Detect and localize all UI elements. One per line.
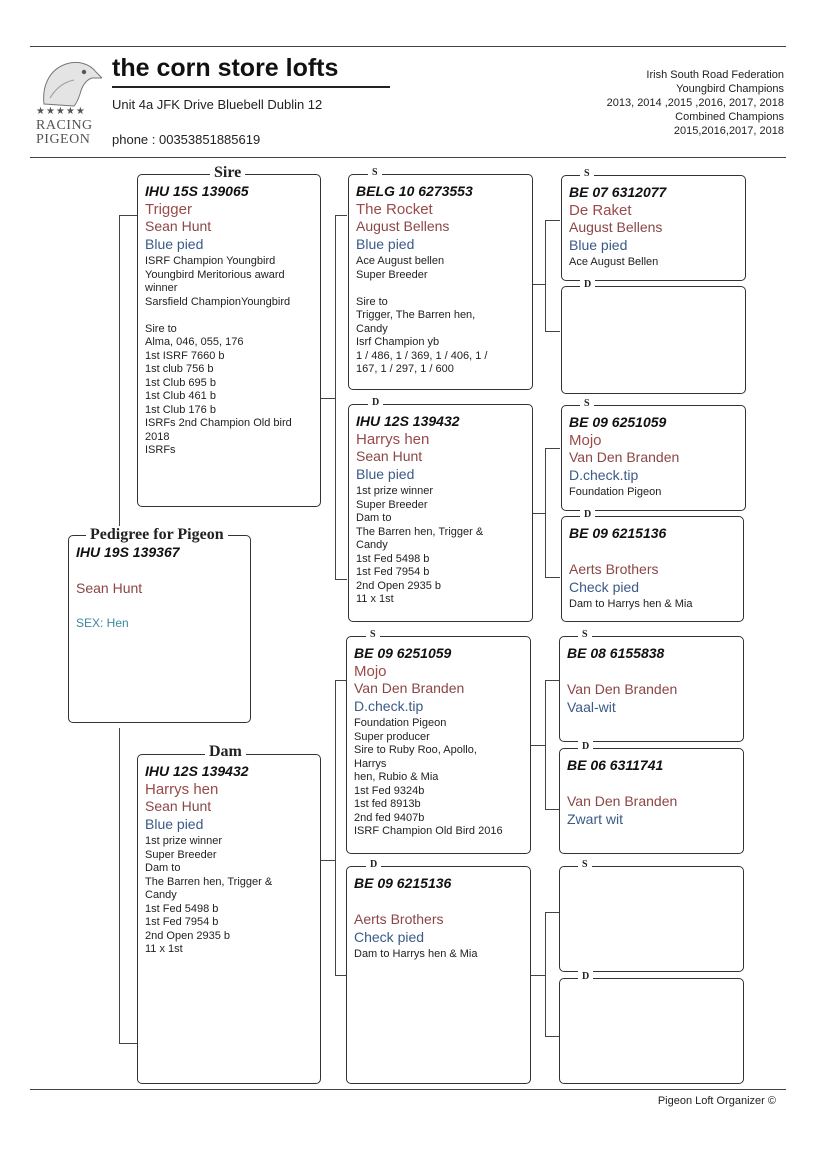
sire-tag: Sire bbox=[210, 164, 245, 182]
dam-color: Blue pied bbox=[145, 816, 204, 832]
footer-credit: Pigeon Loft Organizer © bbox=[657, 1095, 776, 1107]
sire-color: Blue pied bbox=[145, 236, 204, 252]
connector bbox=[335, 215, 347, 216]
dam-sire-breeder: Van Den Branden bbox=[354, 680, 465, 696]
sire-notes: ISRF Champion Youngbird Youngbird Meritorious award winner Sarsfield ChampionYoungbird Sire to Alma, 046, 055, 176 1st ISRF 7660 b 1st club 756 b 1st Club 695 b 1st Club 461 b 1st Club 176 b ISRFs 2nd Champion Old bird 2018 ISRFs bbox=[145, 255, 292, 456]
subject-sex: SEX: Hen bbox=[76, 616, 129, 630]
fed-line: 2013, 2014 ,2015 ,2016, 2017, 2018 bbox=[606, 97, 784, 109]
connector bbox=[335, 579, 347, 580]
sss-ring-number: BE 07 6312077 bbox=[569, 184, 667, 200]
dam-sire-sire-card[interactable] bbox=[559, 636, 744, 742]
dam-dam-breeder: Aerts Brothers bbox=[354, 911, 444, 927]
connector bbox=[545, 220, 560, 221]
connector bbox=[545, 1036, 560, 1037]
connector bbox=[545, 448, 560, 449]
sire-dam-color: Blue pied bbox=[356, 466, 415, 482]
fed-line: Youngbird Champions bbox=[676, 83, 784, 95]
loft-title: the corn store lofts bbox=[112, 54, 339, 82]
dam-breeder: Sean Hunt bbox=[145, 798, 212, 814]
dam-sire-card[interactable] bbox=[346, 636, 531, 854]
dam-dam-color: Check pied bbox=[354, 929, 425, 945]
title-underline bbox=[112, 86, 390, 88]
dsd-ring-number: BE 06 6311741 bbox=[567, 757, 664, 773]
connector bbox=[532, 284, 546, 285]
sire-sire-card[interactable] bbox=[348, 174, 533, 390]
dam-notes: 1st prize winner Super Breeder Dam to The Barren hen, Trigger & Candy 1st Fed 5498 b 1st Fed 7954 b 2nd Open 2935 b 11 x 1st bbox=[145, 835, 273, 955]
dam-ring-number: IHU 12S 139432 bbox=[145, 763, 249, 779]
connector bbox=[545, 680, 560, 681]
dsd-color: Zwart wit bbox=[567, 811, 623, 827]
dam-sire-color: D.check.tip bbox=[354, 698, 424, 714]
loft-address: Unit 4a JFK Drive Bluebell Dublin 12 bbox=[112, 97, 323, 112]
dss-color: Vaal-wit bbox=[567, 699, 616, 715]
sds-tag: S bbox=[580, 398, 594, 409]
sire-sire-tag: S bbox=[368, 167, 382, 178]
subject-ring-number: IHU 19S 139367 bbox=[76, 544, 180, 560]
sire-dam-notes: 1st prize winner Super Breeder Dam to The Barren hen, Trigger & Candy 1st Fed 5498 b 1st Fed 7954 b 2nd Open 2935 b 11 x 1st bbox=[356, 485, 484, 605]
dam-dam-tag: D bbox=[366, 859, 381, 870]
connector bbox=[335, 680, 336, 975]
connector bbox=[119, 215, 120, 530]
sss-name: De Raket bbox=[569, 202, 632, 219]
connector bbox=[545, 331, 560, 332]
connector bbox=[320, 398, 336, 399]
ssd-tag: D bbox=[580, 279, 595, 290]
connector bbox=[119, 728, 120, 1044]
dam-dam-sire-card[interactable] bbox=[559, 866, 744, 972]
sire-sire-color: Blue pied bbox=[356, 236, 415, 252]
ddd-tag: D bbox=[578, 971, 593, 982]
dsd-breeder: Van Den Branden bbox=[567, 793, 678, 809]
connector bbox=[530, 745, 546, 746]
dss-tag: S bbox=[578, 629, 592, 640]
header-rule bbox=[30, 157, 786, 158]
connector bbox=[545, 809, 560, 810]
sdd-breeder: Aerts Brothers bbox=[569, 561, 659, 577]
dam-card[interactable] bbox=[137, 754, 321, 1084]
dam-dam-ring-number: BE 09 6215136 bbox=[354, 875, 452, 891]
sdd-tag: D bbox=[580, 509, 595, 520]
sds-ring-number: BE 09 6251059 bbox=[569, 414, 667, 430]
sds-notes: Foundation Pigeon bbox=[569, 486, 662, 498]
pigeon-head-icon bbox=[36, 58, 102, 108]
fed-line: Irish South Road Federation bbox=[646, 69, 784, 81]
sds-breeder: Van Den Branden bbox=[569, 449, 680, 465]
dam-sire-tag: S bbox=[366, 629, 380, 640]
connector bbox=[545, 912, 560, 913]
connector bbox=[545, 577, 560, 578]
sire-sire-breeder: August Bellens bbox=[356, 218, 450, 234]
federation-info bbox=[607, 68, 784, 138]
sire-dam-dam-card[interactable] bbox=[561, 516, 744, 622]
top-rule bbox=[30, 46, 786, 47]
dam-sire-dam-card[interactable] bbox=[559, 748, 744, 854]
sire-sire-dam-card[interactable] bbox=[561, 286, 746, 394]
subject-tag: Pedigree for Pigeon bbox=[86, 526, 228, 544]
connector bbox=[532, 513, 546, 514]
racing-pigeon-logo bbox=[36, 58, 102, 150]
sire-dam-sire-card[interactable] bbox=[561, 405, 746, 511]
connector bbox=[320, 860, 336, 861]
sire-sire-ring-number: BELG 10 6273553 bbox=[356, 183, 473, 199]
sss-breeder: August Bellens bbox=[569, 219, 663, 235]
fed-line: Combined Champions bbox=[675, 111, 784, 123]
footer-rule bbox=[30, 1089, 786, 1090]
sire-sire-sire-card[interactable] bbox=[561, 175, 746, 281]
dam-name: Harrys hen bbox=[145, 781, 219, 798]
connector bbox=[545, 220, 546, 332]
dsd-tag: D bbox=[578, 741, 593, 752]
dam-sire-ring-number: BE 09 6251059 bbox=[354, 645, 452, 661]
sire-dam-ring-number: IHU 12S 139432 bbox=[356, 413, 460, 429]
connector bbox=[119, 1043, 138, 1044]
sire-breeder: Sean Hunt bbox=[145, 218, 212, 234]
dam-sire-name: Mojo bbox=[354, 663, 387, 680]
dam-dam-card[interactable] bbox=[346, 866, 531, 1084]
logo-stars: ★★★★★ bbox=[36, 106, 86, 117]
sdd-notes: Dam to Harrys hen & Mia bbox=[569, 598, 693, 610]
sss-notes: Ace August Bellen bbox=[569, 256, 659, 268]
sdd-ring-number: BE 09 6215136 bbox=[569, 525, 667, 541]
fed-line: 2015,2016,2017, 2018 bbox=[673, 125, 784, 137]
sire-dam-tag: D bbox=[368, 397, 383, 408]
sire-ring-number: IHU 15S 139065 bbox=[145, 183, 249, 199]
sire-dam-card[interactable] bbox=[348, 404, 533, 622]
connector bbox=[530, 975, 546, 976]
connector bbox=[119, 215, 138, 216]
sss-color: Blue pied bbox=[569, 237, 628, 253]
sds-name: Mojo bbox=[569, 432, 602, 449]
dam-dam-dam-card[interactable] bbox=[559, 978, 744, 1084]
sire-sire-name: The Rocket bbox=[356, 201, 433, 218]
sire-card[interactable] bbox=[137, 174, 321, 507]
sire-dam-breeder: Sean Hunt bbox=[356, 448, 423, 464]
logo-text-pigeon: PIGEON bbox=[36, 132, 91, 147]
sdd-color: Check pied bbox=[569, 579, 640, 595]
dss-breeder: Van Den Branden bbox=[567, 681, 678, 697]
dds-tag: S bbox=[578, 859, 592, 870]
subject-pigeon-card[interactable] bbox=[68, 535, 251, 723]
dam-tag: Dam bbox=[205, 743, 246, 761]
logo-text-racing: RACING bbox=[36, 118, 93, 133]
sire-dam-name: Harrys hen bbox=[356, 431, 430, 448]
sss-tag: S bbox=[580, 168, 594, 179]
sire-name: Trigger bbox=[145, 201, 192, 218]
subject-breeder: Sean Hunt bbox=[76, 580, 143, 596]
dam-dam-notes: Dam to Harrys hen & Mia bbox=[354, 948, 478, 960]
dam-sire-notes: Foundation Pigeon Super producer Sire to Ruby Roo, Apollo, Harrys hen, Rubio & Mia 1st Fed 9324b 1st fed 8913b 2nd fed 9407b ISRF Champion Old Bird 2016 bbox=[354, 717, 503, 837]
dss-ring-number: BE 08 6155838 bbox=[567, 645, 665, 661]
sire-sire-notes: Ace August bellen Super Breeder Sire to Trigger, The Barren hen, Candy Isrf Champion yb 1 / 486, 1 / 369, 1 / 406, 1 / 167, 1 / 297, 1 / 600 bbox=[356, 255, 488, 375]
loft-phone: phone : 00353851885619 bbox=[112, 132, 261, 147]
sds-color: D.check.tip bbox=[569, 467, 639, 483]
